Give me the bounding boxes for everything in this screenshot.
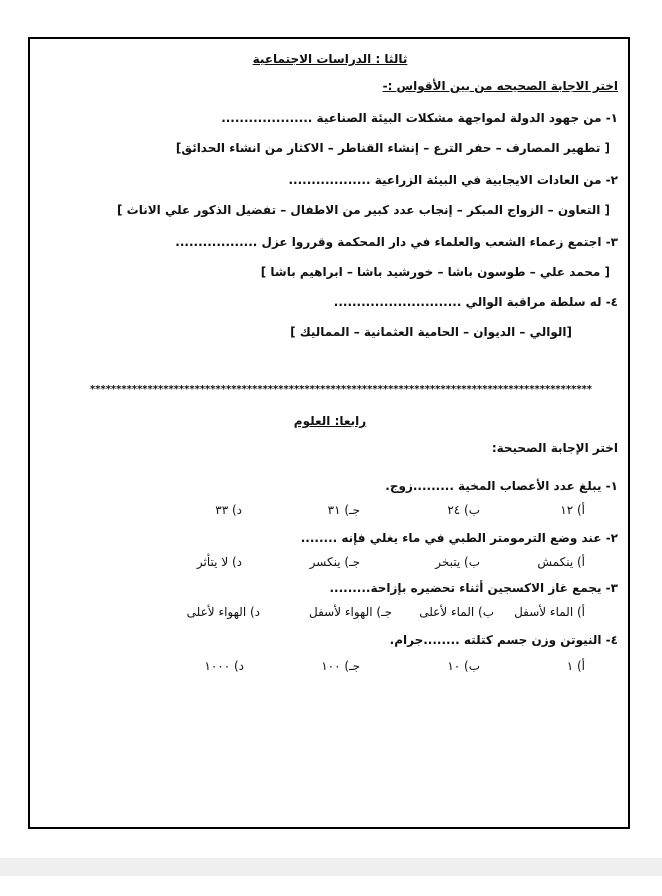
science-q3-option-c: جـ) الهواء لأسفل — [309, 605, 392, 619]
science-question-2: ٢- عند وضع الترمومتر الطبي في ماء يغلي فإنه ........ — [300, 531, 618, 545]
social-question-2: ٢- من العادات الايجابية في البيئة الزراعية .................. — [288, 173, 618, 187]
section-separator: ************************************************************************************************ — [90, 384, 593, 395]
science-q2-option-a: أ) ينكمش — [537, 555, 585, 569]
social-choices-3: [ محمد علي – طوسون باشا – خورشيد باشا – ابراهيم باشا ] — [260, 265, 610, 279]
social-choices-1: [ تطهير المصارف – حفر الترع – إنشاء القناطر – الاكثار من انشاء الحدائق] — [175, 141, 610, 155]
science-q1-option-a: أ) ١٢ — [560, 503, 585, 517]
science-q2-option-b: ب) يتبخر — [435, 555, 480, 569]
science-question-3: ٣- يجمع غاز الاكسجين أثناء تحضيره بإزاحة......... — [329, 581, 618, 595]
social-choices-4: [الوالي – الديوان – الحامية العثمانية – المماليك ] — [290, 325, 572, 339]
social-question-1: ١- من جهود الدولة لمواجهة مشكلات البيئة الصناعية .................... — [221, 111, 618, 125]
social-section-title: ثالثا : الدراسات الاجتماعية — [252, 52, 408, 66]
science-q1-option-d: د) ٣٣ — [215, 503, 242, 517]
bottom-strip — [0, 876, 662, 896]
science-q4-option-a: أ) ١ — [566, 659, 585, 673]
science-q3-option-d: د) الهواء لأعلى — [186, 605, 260, 619]
science-q1-option-c: جـ) ٣١ — [327, 503, 360, 517]
science-q4-option-c: جـ) ١٠٠ — [321, 659, 360, 673]
science-q3-option-b: ب) الماء لأعلى — [419, 605, 494, 619]
science-q3-option-a: أ) الماء لأسفل — [514, 605, 585, 619]
science-question-1: ١- يبلغ عدد الأعصاب المخية .........زوج. — [385, 479, 618, 493]
science-instruction: اختر الإجابة الصحيحة: — [491, 441, 618, 455]
science-q2-option-c: جـ) ينكسر — [309, 555, 360, 569]
science-q2-option-d: د) لا يتأثر — [196, 555, 242, 569]
science-section-title: رابعا: العلوم — [293, 414, 367, 428]
science-q1-option-b: ب) ٢٤ — [447, 503, 480, 517]
social-choices-2: [ التعاون – الزواج المبكر – إنجاب عدد كبير من الاطفال – تفضيل الذكور علي الاناث ] — [116, 203, 610, 217]
social-question-3: ٣- اجتمع زعماء الشعب والعلماء في دار المحكمة وقرروا عزل .................. — [175, 235, 618, 249]
social-question-4: ٤- له سلطة مراقبة الوالي ............................ — [333, 295, 618, 309]
science-q4-option-d: د) ١٠٠٠ — [204, 659, 244, 673]
science-question-4: ٤- النيوتن وزن جسم كتلته ........جرام. — [389, 633, 618, 647]
social-instruction: اختر الاجابة الصحيحه من بين الأقواس :- — [382, 79, 618, 93]
science-q4-option-b: ب) ١٠ — [447, 659, 480, 673]
